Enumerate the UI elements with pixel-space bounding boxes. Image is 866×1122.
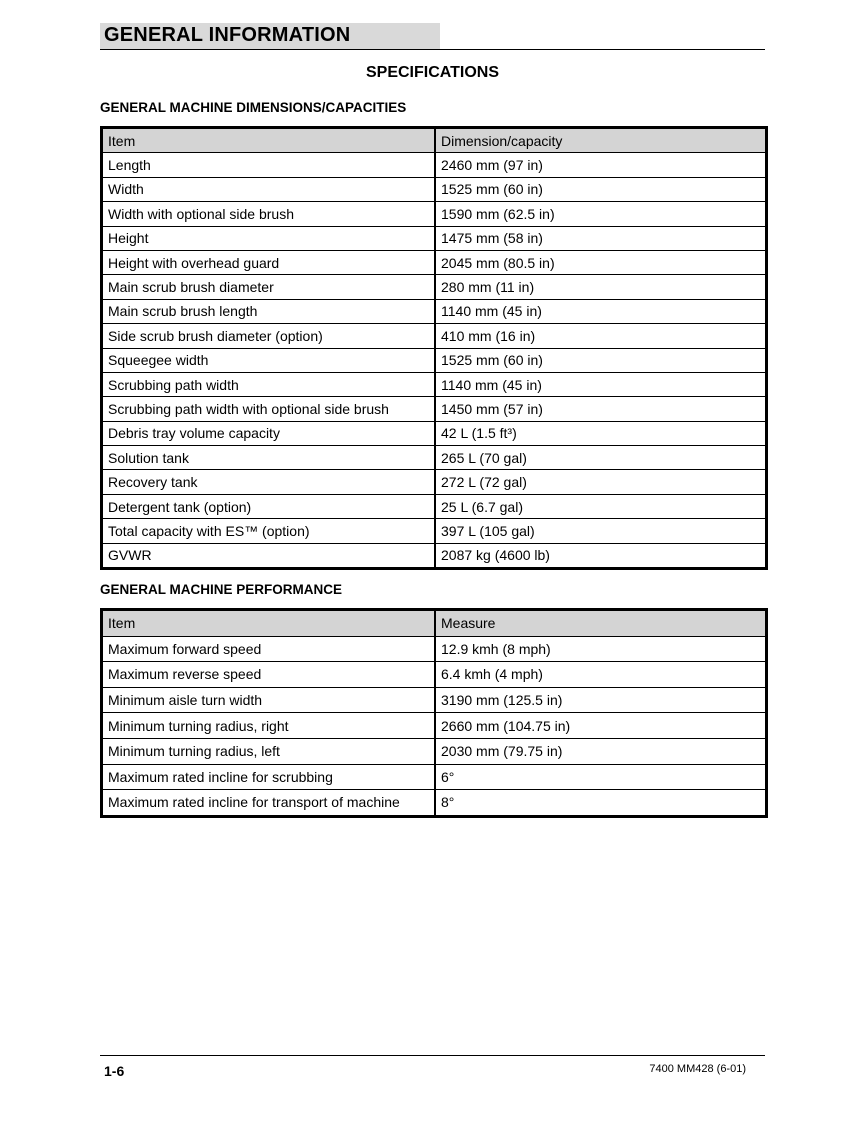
table-row [102, 226, 767, 250]
item-cell: Minimum aisle turn width [102, 687, 436, 713]
page-title: SPECIFICATIONS [365, 64, 500, 81]
value-cell: 265 L (70 gal) [435, 446, 767, 470]
table-row [102, 348, 767, 372]
table-row [102, 687, 767, 713]
item-cell: Scrubbing path width with optional side brush [102, 397, 436, 421]
value-cell: 280 mm (11 in) [435, 275, 767, 299]
value-cell: 8° [435, 790, 767, 817]
table-row [102, 636, 767, 662]
table-row [102, 494, 767, 518]
table-row [102, 397, 767, 421]
table-row [102, 713, 767, 739]
table-header-row [102, 610, 767, 637]
value-cell: 272 L (72 gal) [435, 470, 767, 494]
item-cell: Squeegee width [102, 348, 436, 372]
footer-divider [100, 1055, 765, 1056]
table-row [102, 372, 767, 396]
table-row [102, 790, 767, 817]
value-cell: 1140 mm (45 in) [435, 372, 767, 396]
table-row [102, 177, 767, 201]
item-cell: Total capacity with ES™ (option) [102, 519, 436, 543]
section-header: GENERAL INFORMATION [104, 24, 351, 46]
value-cell: 2045 mm (80.5 in) [435, 250, 767, 274]
performance-heading: GENERAL MACHINE PERFORMANCE [100, 582, 343, 597]
table-row [102, 470, 767, 494]
item-cell: Main scrub brush length [102, 299, 436, 323]
item-cell: Height with overhead guard [102, 250, 436, 274]
table-row [102, 738, 767, 764]
value-cell: 25 L (6.7 gal) [435, 494, 767, 518]
table-row [102, 543, 767, 568]
value-cell: 2660 mm (104.75 in) [435, 713, 767, 739]
item-cell: Debris tray volume capacity [102, 421, 436, 445]
value-cell: 12.9 kmh (8 mph) [435, 636, 767, 662]
column-header: Item [102, 610, 436, 637]
item-cell: Minimum turning radius, right [102, 713, 436, 739]
table-row [102, 250, 767, 274]
value-cell: 1140 mm (45 in) [435, 299, 767, 323]
dimensions-heading: GENERAL MACHINE DIMENSIONS/CAPACITIES [100, 100, 407, 115]
item-cell: GVWR [102, 543, 436, 568]
item-cell: Length [102, 153, 436, 177]
item-cell: Recovery tank [102, 470, 436, 494]
table-row [102, 519, 767, 543]
column-header: Item [102, 128, 436, 153]
value-cell: 1525 mm (60 in) [435, 177, 767, 201]
table-row [102, 421, 767, 445]
dimensions-table [100, 126, 768, 570]
value-cell: 6° [435, 764, 767, 790]
value-cell: 2460 mm (97 in) [435, 153, 767, 177]
value-cell: 2087 kg (4600 lb) [435, 543, 767, 568]
item-cell: Minimum turning radius, left [102, 738, 436, 764]
document-id: 7400 MM428 (6-01) [649, 1063, 746, 1075]
item-cell: Maximum forward speed [102, 636, 436, 662]
table-header-row [102, 128, 767, 153]
item-cell: Detergent tank (option) [102, 494, 436, 518]
table-row [102, 202, 767, 226]
item-cell: Maximum reverse speed [102, 662, 436, 688]
value-cell: 1450 mm (57 in) [435, 397, 767, 421]
value-cell: 6.4 kmh (4 mph) [435, 662, 767, 688]
value-cell: 1525 mm (60 in) [435, 348, 767, 372]
column-header: Measure [435, 610, 767, 637]
table-row [102, 764, 767, 790]
item-cell: Maximum rated incline for scrubbing [102, 764, 436, 790]
item-cell: Solution tank [102, 446, 436, 470]
item-cell: Scrubbing path width [102, 372, 436, 396]
item-cell: Width [102, 177, 436, 201]
item-cell: Height [102, 226, 436, 250]
item-cell: Maximum rated incline for transport of machine [102, 790, 436, 817]
table-row [102, 275, 767, 299]
column-header: Dimension/capacity [435, 128, 767, 153]
value-cell: 42 L (1.5 ft³) [435, 421, 767, 445]
table-row [102, 324, 767, 348]
item-cell: Width with optional side brush [102, 202, 436, 226]
page-number: 1-6 [104, 1063, 125, 1079]
value-cell: 2030 mm (79.75 in) [435, 738, 767, 764]
item-cell: Main scrub brush diameter [102, 275, 436, 299]
table-row [102, 153, 767, 177]
value-cell: 3190 mm (125.5 in) [435, 687, 767, 713]
header-divider [100, 49, 765, 50]
value-cell: 1475 mm (58 in) [435, 226, 767, 250]
value-cell: 1590 mm (62.5 in) [435, 202, 767, 226]
performance-table [100, 608, 768, 818]
table-row [102, 299, 767, 323]
table-row [102, 662, 767, 688]
item-cell: Side scrub brush diameter (option) [102, 324, 436, 348]
value-cell: 397 L (105 gal) [435, 519, 767, 543]
table-row [102, 446, 767, 470]
value-cell: 410 mm (16 in) [435, 324, 767, 348]
